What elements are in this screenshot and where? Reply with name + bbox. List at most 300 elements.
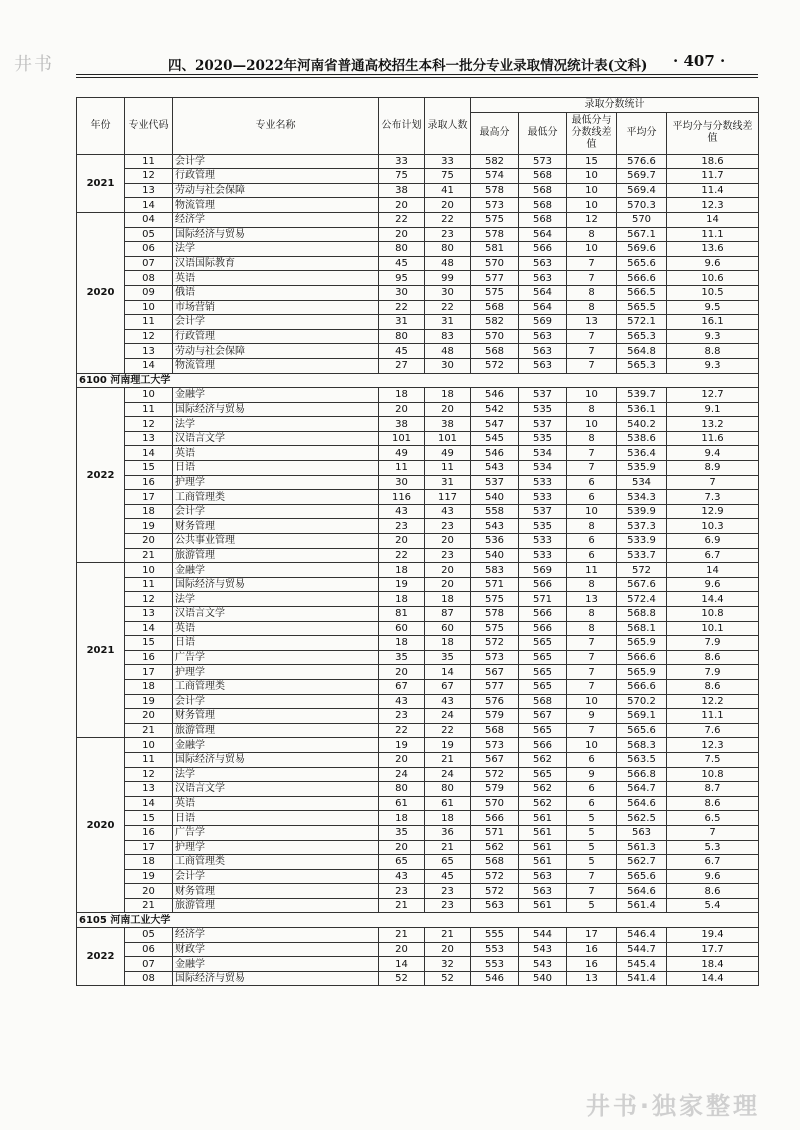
table-row (77, 928, 759, 943)
major-name: 财政学 (173, 942, 379, 957)
institution-name: 6100 河南理工大学 (77, 373, 759, 388)
avg-score-diff: 7.5 (667, 752, 759, 767)
table-row (77, 884, 759, 899)
min-score: 563 (519, 271, 567, 286)
year-cell: 2022 (77, 928, 125, 986)
page-number: · 407 · (673, 52, 726, 70)
major-code: 21 (125, 548, 173, 563)
admitted-count: 45 (425, 869, 471, 884)
major-name: 财务管理 (173, 519, 379, 534)
major-name: 广告学 (173, 825, 379, 840)
max-score: 547 (471, 417, 519, 432)
min-score-diff: 5 (567, 825, 617, 840)
plan-count: 45 (379, 344, 425, 359)
major-name: 旅游管理 (173, 548, 379, 563)
max-score: 553 (471, 942, 519, 957)
min-score-diff: 7 (567, 679, 617, 694)
major-name: 财务管理 (173, 709, 379, 724)
admitted-count: 20 (425, 402, 471, 417)
max-score: 574 (471, 169, 519, 184)
plan-count: 81 (379, 607, 425, 622)
min-score-diff: 10 (567, 694, 617, 709)
max-score: 579 (471, 782, 519, 797)
min-score: 563 (519, 344, 567, 359)
avg-score-diff: 5.4 (667, 898, 759, 913)
major-name: 会计学 (173, 154, 379, 169)
avg-score: 561.4 (617, 898, 667, 913)
table-row (77, 723, 759, 738)
major-code: 12 (125, 417, 173, 432)
plan-count: 80 (379, 782, 425, 797)
major-code: 11 (125, 752, 173, 767)
avg-score-diff: 10.1 (667, 621, 759, 636)
max-score: 575 (471, 621, 519, 636)
major-name: 金融学 (173, 563, 379, 578)
page-title: 四、2020—2022年河南省普通高校招生本科一批分专业录取情况统计表(文科) (168, 58, 648, 74)
plan-count: 21 (379, 898, 425, 913)
min-score: 534 (519, 446, 567, 461)
avg-score: 569.4 (617, 183, 667, 198)
major-name: 日语 (173, 811, 379, 826)
max-score: 543 (471, 461, 519, 476)
admitted-count: 23 (425, 884, 471, 899)
avg-score: 565.9 (617, 636, 667, 651)
avg-score-diff: 14 (667, 212, 759, 227)
major-code: 10 (125, 388, 173, 403)
min-score-diff: 12 (567, 212, 617, 227)
plan-count: 30 (379, 285, 425, 300)
plan-count: 43 (379, 504, 425, 519)
table-row (77, 417, 759, 432)
min-score-diff: 5 (567, 840, 617, 855)
admitted-count: 30 (425, 285, 471, 300)
major-code: 08 (125, 971, 173, 986)
max-score: 568 (471, 344, 519, 359)
max-score: 570 (471, 256, 519, 271)
major-name: 法学 (173, 592, 379, 607)
min-score: 569 (519, 315, 567, 330)
admitted-count: 21 (425, 752, 471, 767)
min-score: 561 (519, 825, 567, 840)
min-score: 565 (519, 665, 567, 680)
major-code: 17 (125, 665, 173, 680)
year-cell: 2022 (77, 388, 125, 563)
admitted-count: 18 (425, 388, 471, 403)
institution-name: 6105 河南工业大学 (77, 913, 759, 928)
max-score: 572 (471, 358, 519, 373)
admitted-count: 23 (425, 898, 471, 913)
min-score: 561 (519, 898, 567, 913)
plan-count: 27 (379, 358, 425, 373)
min-score-diff: 5 (567, 855, 617, 870)
max-score: 572 (471, 767, 519, 782)
max-score: 582 (471, 315, 519, 330)
avg-score-diff: 10.6 (667, 271, 759, 286)
plan-count: 20 (379, 402, 425, 417)
table-row (77, 344, 759, 359)
major-code: 18 (125, 504, 173, 519)
admitted-count: 99 (425, 271, 471, 286)
avg-score: 566.8 (617, 767, 667, 782)
major-code: 06 (125, 242, 173, 257)
admitted-count: 48 (425, 344, 471, 359)
major-code: 13 (125, 344, 173, 359)
admitted-count: 20 (425, 198, 471, 213)
admission-stats-table (76, 97, 759, 986)
table-row (77, 738, 759, 753)
admitted-count: 20 (425, 534, 471, 549)
min-score: 564 (519, 227, 567, 242)
admitted-count: 20 (425, 563, 471, 578)
max-score: 536 (471, 534, 519, 549)
major-name: 广告学 (173, 650, 379, 665)
major-code: 05 (125, 928, 173, 943)
admitted-count: 31 (425, 315, 471, 330)
avg-score: 546.4 (617, 928, 667, 943)
min-score: 565 (519, 636, 567, 651)
major-name: 公共事业管理 (173, 534, 379, 549)
avg-score: 544.7 (617, 942, 667, 957)
major-name: 护理学 (173, 665, 379, 680)
avg-score: 565.3 (617, 329, 667, 344)
major-name: 金融学 (173, 957, 379, 972)
min-score-diff: 13 (567, 971, 617, 986)
major-name: 会计学 (173, 869, 379, 884)
major-code: 09 (125, 285, 173, 300)
min-score-diff: 10 (567, 242, 617, 257)
avg-score: 536.1 (617, 402, 667, 417)
admitted-count: 33 (425, 154, 471, 169)
max-score: 553 (471, 957, 519, 972)
admitted-count: 117 (425, 490, 471, 505)
admitted-count: 31 (425, 475, 471, 490)
table-row (77, 198, 759, 213)
plan-count: 49 (379, 446, 425, 461)
min-score: 561 (519, 811, 567, 826)
max-score: 570 (471, 796, 519, 811)
table-row (77, 898, 759, 913)
avg-score: 541.4 (617, 971, 667, 986)
major-name: 金融学 (173, 388, 379, 403)
major-name: 会计学 (173, 694, 379, 709)
min-score: 563 (519, 869, 567, 884)
max-score: 540 (471, 548, 519, 563)
plan-count: 101 (379, 431, 425, 446)
min-score: 533 (519, 475, 567, 490)
min-score-diff: 8 (567, 577, 617, 592)
min-score-diff: 7 (567, 723, 617, 738)
table-row (77, 154, 759, 169)
table-row (77, 519, 759, 534)
plan-count: 20 (379, 534, 425, 549)
admitted-count: 80 (425, 242, 471, 257)
major-name: 国际经济与贸易 (173, 752, 379, 767)
admitted-count: 60 (425, 621, 471, 636)
col-admitted: 录取人数 (425, 98, 471, 155)
major-name: 法学 (173, 242, 379, 257)
min-score-diff: 13 (567, 592, 617, 607)
plan-count: 35 (379, 825, 425, 840)
plan-count: 75 (379, 169, 425, 184)
major-code: 11 (125, 315, 173, 330)
min-score: 565 (519, 679, 567, 694)
table-row (77, 855, 759, 870)
min-score: 562 (519, 752, 567, 767)
major-code: 21 (125, 898, 173, 913)
header-rule-thick (76, 74, 758, 75)
min-score-diff: 6 (567, 752, 617, 767)
major-name: 国际经济与贸易 (173, 971, 379, 986)
year-cell: 2020 (77, 212, 125, 373)
major-code: 10 (125, 300, 173, 315)
plan-count: 19 (379, 577, 425, 592)
avg-score-diff: 6.7 (667, 548, 759, 563)
major-code: 10 (125, 563, 173, 578)
avg-score-diff: 17.7 (667, 942, 759, 957)
major-code: 11 (125, 577, 173, 592)
min-score: 537 (519, 417, 567, 432)
max-score: 568 (471, 300, 519, 315)
plan-count: 14 (379, 957, 425, 972)
admitted-count: 43 (425, 504, 471, 519)
major-code: 06 (125, 942, 173, 957)
plan-count: 38 (379, 183, 425, 198)
major-name: 旅游管理 (173, 723, 379, 738)
admitted-count: 61 (425, 796, 471, 811)
plan-count: 61 (379, 796, 425, 811)
admitted-count: 67 (425, 679, 471, 694)
min-score: 568 (519, 694, 567, 709)
plan-count: 23 (379, 884, 425, 899)
major-name: 工商管理类 (173, 855, 379, 870)
major-code: 20 (125, 884, 173, 899)
admitted-count: 22 (425, 212, 471, 227)
avg-score-diff: 6.7 (667, 855, 759, 870)
table-row (77, 782, 759, 797)
table-row (77, 402, 759, 417)
major-name: 国际经济与贸易 (173, 577, 379, 592)
avg-score-diff: 11.7 (667, 169, 759, 184)
avg-score-diff: 18.6 (667, 154, 759, 169)
admitted-count: 22 (425, 300, 471, 315)
avg-score: 572 (617, 563, 667, 578)
major-code: 16 (125, 650, 173, 665)
avg-score-diff: 11.1 (667, 227, 759, 242)
major-name: 金融学 (173, 738, 379, 753)
plan-count: 35 (379, 650, 425, 665)
major-code: 19 (125, 869, 173, 884)
major-name: 行政管理 (173, 329, 379, 344)
major-code: 07 (125, 957, 173, 972)
col-min: 最低分 (519, 112, 567, 154)
table-row (77, 694, 759, 709)
avg-score-diff: 7 (667, 825, 759, 840)
major-code: 14 (125, 358, 173, 373)
major-name: 市场营销 (173, 300, 379, 315)
plan-count: 20 (379, 840, 425, 855)
avg-score-diff: 7.9 (667, 665, 759, 680)
table-row (77, 256, 759, 271)
col-year: 年份 (77, 98, 125, 155)
avg-score: 570 (617, 212, 667, 227)
watermark-text: 井书·独家整理 (585, 1092, 760, 1120)
min-score: 566 (519, 242, 567, 257)
avg-score-diff: 5.3 (667, 840, 759, 855)
min-score: 566 (519, 738, 567, 753)
major-name: 财务管理 (173, 884, 379, 899)
table-row (77, 971, 759, 986)
major-code: 14 (125, 446, 173, 461)
avg-score: 570.3 (617, 198, 667, 213)
admitted-count: 23 (425, 519, 471, 534)
major-name: 汉语言文学 (173, 607, 379, 622)
min-score: 563 (519, 256, 567, 271)
max-score: 571 (471, 825, 519, 840)
table-row (77, 607, 759, 622)
min-score: 564 (519, 300, 567, 315)
major-name: 护理学 (173, 475, 379, 490)
major-name: 旅游管理 (173, 898, 379, 913)
avg-score-diff: 9.3 (667, 329, 759, 344)
avg-score: 568.8 (617, 607, 667, 622)
min-score-diff: 7 (567, 344, 617, 359)
max-score: 555 (471, 928, 519, 943)
major-name: 经济学 (173, 928, 379, 943)
admitted-count: 19 (425, 738, 471, 753)
admitted-count: 23 (425, 227, 471, 242)
avg-score: 567.6 (617, 577, 667, 592)
admitted-count: 87 (425, 607, 471, 622)
min-score: 533 (519, 534, 567, 549)
min-score-diff: 7 (567, 884, 617, 899)
table-row (77, 811, 759, 826)
admitted-count: 48 (425, 256, 471, 271)
avg-score-diff: 7 (667, 475, 759, 490)
major-code: 12 (125, 169, 173, 184)
max-score: 566 (471, 811, 519, 826)
avg-score: 566.6 (617, 271, 667, 286)
avg-score-diff: 13.2 (667, 417, 759, 432)
avg-score: 537.3 (617, 519, 667, 534)
admitted-count: 49 (425, 446, 471, 461)
major-code: 20 (125, 709, 173, 724)
major-code: 13 (125, 431, 173, 446)
table-row (77, 942, 759, 957)
min-score: 566 (519, 577, 567, 592)
major-code: 05 (125, 227, 173, 242)
plan-count: 18 (379, 388, 425, 403)
admitted-count: 80 (425, 782, 471, 797)
max-score: 573 (471, 650, 519, 665)
min-score-diff: 5 (567, 811, 617, 826)
min-score: 571 (519, 592, 567, 607)
avg-score-diff: 11.1 (667, 709, 759, 724)
major-name: 会计学 (173, 315, 379, 330)
min-score: 561 (519, 840, 567, 855)
plan-count: 18 (379, 592, 425, 607)
plan-count: 95 (379, 271, 425, 286)
major-code: 13 (125, 183, 173, 198)
max-score: 542 (471, 402, 519, 417)
avg-score: 536.4 (617, 446, 667, 461)
col-stats-group: 录取分数统计 (471, 98, 759, 113)
plan-count: 31 (379, 315, 425, 330)
min-score-diff: 16 (567, 957, 617, 972)
plan-count: 80 (379, 329, 425, 344)
max-score: 577 (471, 271, 519, 286)
major-code: 21 (125, 723, 173, 738)
avg-score: 564.7 (617, 782, 667, 797)
major-code: 14 (125, 621, 173, 636)
year-cell: 2021 (77, 563, 125, 738)
avg-score: 563 (617, 825, 667, 840)
min-score-diff: 6 (567, 796, 617, 811)
major-code: 16 (125, 475, 173, 490)
max-score: 575 (471, 212, 519, 227)
avg-score-diff: 10.3 (667, 519, 759, 534)
avg-score-diff: 9.3 (667, 358, 759, 373)
avg-score-diff: 8.6 (667, 796, 759, 811)
avg-score-diff: 9.6 (667, 577, 759, 592)
plan-count: 18 (379, 636, 425, 651)
min-score-diff: 7 (567, 665, 617, 680)
min-score: 565 (519, 723, 567, 738)
admitted-count: 18 (425, 592, 471, 607)
admitted-count: 14 (425, 665, 471, 680)
avg-score-diff: 7.9 (667, 636, 759, 651)
table-row (77, 636, 759, 651)
table-row (77, 212, 759, 227)
plan-count: 80 (379, 242, 425, 257)
avg-score-diff: 6.5 (667, 811, 759, 826)
avg-score-diff: 10.8 (667, 607, 759, 622)
plan-count: 23 (379, 709, 425, 724)
admitted-count: 65 (425, 855, 471, 870)
major-code: 20 (125, 534, 173, 549)
max-score: 568 (471, 855, 519, 870)
plan-count: 20 (379, 665, 425, 680)
table-row (77, 752, 759, 767)
max-score: 572 (471, 869, 519, 884)
min-score-diff: 6 (567, 782, 617, 797)
major-name: 劳动与社会保障 (173, 183, 379, 198)
min-score-diff: 5 (567, 898, 617, 913)
table-row (77, 548, 759, 563)
min-score-diff: 8 (567, 300, 617, 315)
major-code: 11 (125, 402, 173, 417)
plan-count: 22 (379, 548, 425, 563)
avg-score-diff: 12.9 (667, 504, 759, 519)
min-score: 537 (519, 388, 567, 403)
avg-score-diff: 8.6 (667, 884, 759, 899)
min-score: 543 (519, 957, 567, 972)
admitted-count: 32 (425, 957, 471, 972)
max-score: 572 (471, 636, 519, 651)
avg-score-diff: 9.5 (667, 300, 759, 315)
major-code: 18 (125, 855, 173, 870)
min-score-diff: 6 (567, 548, 617, 563)
table-row (77, 577, 759, 592)
min-score: 568 (519, 183, 567, 198)
min-score: 569 (519, 563, 567, 578)
major-name: 日语 (173, 461, 379, 476)
admitted-count: 20 (425, 942, 471, 957)
admitted-count: 83 (425, 329, 471, 344)
major-name: 英语 (173, 271, 379, 286)
max-score: 543 (471, 519, 519, 534)
table-row (77, 709, 759, 724)
avg-score-diff: 11.6 (667, 431, 759, 446)
